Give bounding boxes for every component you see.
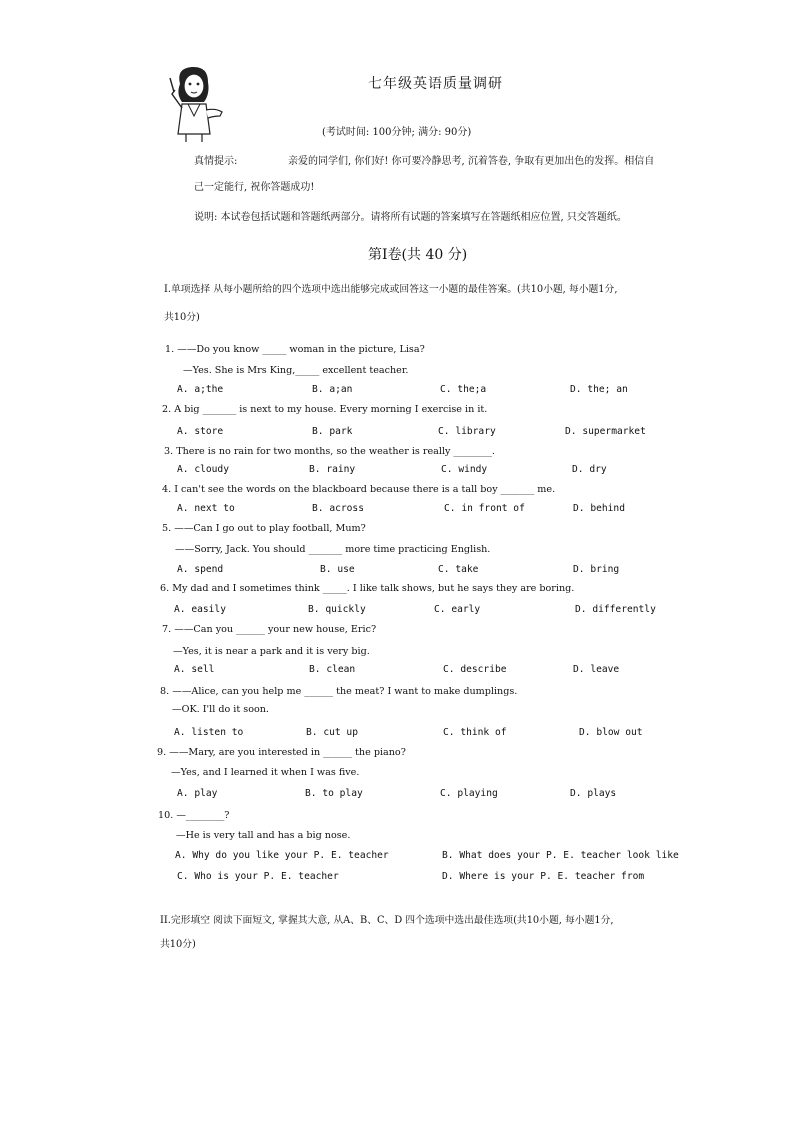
question-8-option-b: B. cut up [306,727,358,738]
question-5-option-a: A. spend [177,564,224,575]
part-one-heading: 第Ⅰ卷(共 40 分) [368,247,468,263]
question-10-reply: —He is very tall and has a big nose. [176,830,351,841]
question-4-option-d: D. behind [573,503,625,514]
question-8-reply: —OK. I'll do it soon. [172,704,269,715]
question-9-reply: —Yes, and I learned it when I was five. [171,767,360,778]
question-10-option-d: D. Where is your P. E. teacher from [442,871,645,882]
question-2-option-c: C. library [438,426,496,437]
tip-label: 真情提示: [194,156,238,167]
question-10-option-b: B. What does your P. E. teacher look like [442,850,679,861]
question-8-option-c: C. think of [443,727,507,738]
question-10-option-a: A. Why do you like your P. E. teacher [175,850,389,861]
question-7-option-a: A. sell [174,664,215,675]
question-5-reply: ——Sorry, Jack. You should _______ more time practicing English. [175,544,491,555]
question-4-option-c: C. in front of [444,503,525,514]
teacher-illustration [166,64,228,144]
section-one-instructions-cont: 共10分) [164,312,200,323]
section-one-instructions: Ⅰ.单项选择 从每小题所给的四个选项中选出能够完成或回答这一小题的最佳答案。(共10小题, 每小题1分, [164,284,618,295]
question-7-stem: 7. ——Can you ______ your new house, Eric? [162,624,377,635]
question-2-stem: 2. A big _______ is next to my house. Every morning I exercise in it. [162,404,488,415]
question-9-option-a: A. play [177,788,218,799]
question-5-option-d: D. bring [573,564,620,575]
page-title: 七年级英语质量调研 [368,76,503,92]
section-two-instructions-cont: 共10分) [160,939,196,950]
question-7-option-c: C. describe [443,664,507,675]
question-1-option-b: B. a;an [312,384,353,395]
question-6-option-c: C. early [434,604,481,615]
question-6-option-b: B. quickly [308,604,366,615]
tip-text-line-1: 亲爱的同学们, 你们好! 你可要冷静思考, 沉着答卷, 争取有更加出色的发挥。相信自 [288,156,655,167]
question-6-option-d: D. differently [575,604,656,615]
question-6-option-a: A. easily [174,604,226,615]
instructions-note: 说明: 本试卷包括试题和答题纸两部分。请将所有试题的答案填写在答题纸相应位置, 只交答题纸。 [194,212,627,223]
question-3-option-d: D. dry [572,464,607,475]
question-7-option-d: D. leave [573,664,620,675]
question-1-reply: —Yes. She is Mrs King,_____ excellent teacher. [183,365,409,376]
question-3-option-b: B. rainy [309,464,356,475]
question-2-option-d: D. supermarket [565,426,646,437]
exam-info: (考试时间: 100分钟; 满分: 90分) [322,127,472,138]
question-2-option-b: B. park [312,426,353,437]
question-3-stem: 3. There is no rain for two months, so the weather is really ________. [164,446,495,457]
question-1-option-c: C. the;a [440,384,487,395]
question-1-option-d: D. the; an [570,384,628,395]
question-4-stem: 4. I can't see the words on the blackboard because there is a tall boy _______ me. [162,484,556,495]
question-5-option-c: C. take [438,564,479,575]
question-9-option-d: D. plays [570,788,617,799]
question-8-option-a: A. listen to [174,727,244,738]
question-5-option-b: B. use [320,564,355,575]
question-7-option-b: B. clean [309,664,356,675]
question-2-option-a: A. store [177,426,224,437]
question-4-option-b: B. across [312,503,364,514]
question-3-option-a: A. cloudy [177,464,229,475]
tip-text-line-2: 己一定能行, 祝你答题成功! [194,182,315,193]
question-9-stem: 9. ——Mary, are you interested in ______ the piano? [157,747,406,758]
question-9-option-b: B. to play [305,788,363,799]
question-5-stem: 5. ——Can I go out to play football, Mum? [162,523,366,534]
question-1-stem: 1. ——Do you know _____ woman in the picture, Lisa? [165,344,425,355]
question-8-option-d: D. blow out [579,727,643,738]
question-10-option-c: C. Who is your P. E. teacher [177,871,339,882]
question-4-option-a: A. next to [177,503,235,514]
question-10-stem: 10. —________? [158,810,230,821]
question-3-option-c: C. windy [441,464,488,475]
question-9-option-c: C. playing [440,788,498,799]
question-1-option-a: A. a;the [177,384,224,395]
question-6-stem: 6. My dad and I sometimes think _____. I like talk shows, but he says they are boring. [160,583,575,594]
question-8-stem: 8. ——Alice, can you help me ______ the meat? I want to make dumplings. [160,686,518,697]
question-7-reply: —Yes, it is near a park and it is very big. [173,646,370,657]
section-two-instructions: II.完形填空 阅读下面短文, 掌握其大意, 从A、B、C、D 四个选项中选出最佳选项(共10小题, 每小题1分, [160,915,614,926]
